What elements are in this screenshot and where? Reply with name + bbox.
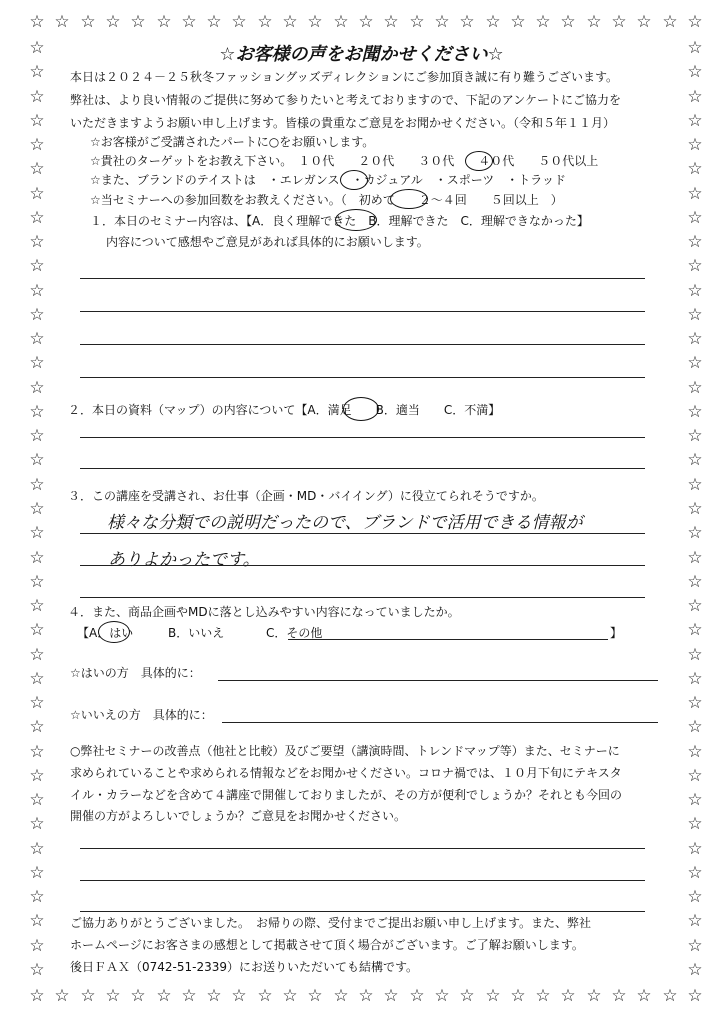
- border-star-icon: ☆: [687, 475, 703, 495]
- border-star-icon: ☆: [29, 766, 45, 786]
- border-star-icon: ☆: [29, 329, 45, 349]
- q1-instruction: 内容について感想やご意見があれば具体的にお願いします。: [106, 235, 429, 249]
- border-star-icon: ☆: [130, 12, 146, 32]
- border-star-icon: ☆: [29, 523, 45, 543]
- answer-line: [80, 848, 645, 849]
- answer-line: [80, 437, 645, 438]
- border-star-icon: ☆: [206, 986, 222, 1006]
- no-specify-label: ☆いいえの方 具体的に：: [70, 708, 213, 722]
- border-star-icon: ☆: [687, 256, 703, 276]
- border-star-icon: ☆: [687, 645, 703, 665]
- border-star-icon: ☆: [29, 87, 45, 107]
- selected-q2-a-mark: [343, 397, 379, 421]
- border-star-icon: ☆: [687, 839, 703, 859]
- border-star-icon: ☆: [333, 12, 349, 32]
- q4-option-c: C．その他: [266, 626, 323, 640]
- border-star-icon: ☆: [29, 208, 45, 228]
- border-star-icon: ☆: [29, 572, 45, 592]
- border-star-icon: ☆: [434, 12, 450, 32]
- border-star-icon: ☆: [510, 986, 526, 1006]
- border-star-icon: ☆: [231, 986, 247, 1006]
- border-star-icon: ☆: [687, 986, 703, 1006]
- border-star-icon: ☆: [29, 12, 45, 32]
- footer-line-1: ご協力ありがとうございました。 お帰りの際、受付までご提出お願い申し上げます。また、弊社: [70, 916, 592, 930]
- border-star-icon: ☆: [29, 742, 45, 762]
- border-star-icon: ☆: [459, 12, 475, 32]
- border-star-icon: ☆: [687, 135, 703, 155]
- border-star-icon: ☆: [257, 986, 273, 1006]
- border-star-icon: ☆: [181, 986, 197, 1006]
- border-star-icon: ☆: [687, 814, 703, 834]
- border-star-icon: ☆: [687, 402, 703, 422]
- border-star-icon: ☆: [687, 936, 703, 956]
- border-star-icon: ☆: [54, 12, 70, 32]
- border-star-icon: ☆: [29, 887, 45, 907]
- border-star-icon: ☆: [29, 135, 45, 155]
- border-star-icon: ☆: [687, 523, 703, 543]
- border-star-icon: ☆: [434, 986, 450, 1006]
- border-star-icon: ☆: [687, 111, 703, 131]
- answer-line: [80, 533, 645, 534]
- border-star-icon: ☆: [29, 232, 45, 252]
- border-star-icon: ☆: [662, 986, 678, 1006]
- q4-close-bracket: 】: [610, 626, 623, 640]
- border-star-icon: ☆: [383, 12, 399, 32]
- border-star-icon: ☆: [560, 986, 576, 1006]
- border-star-icon: ☆: [687, 620, 703, 640]
- border-star-icon: ☆: [282, 986, 298, 1006]
- border-star-icon: ☆: [307, 986, 323, 1006]
- no-specify-line: [222, 722, 658, 723]
- border-star-icon: ☆: [29, 450, 45, 470]
- border-star-icon: ☆: [29, 936, 45, 956]
- answer-line: [80, 377, 645, 378]
- border-star-icon: ☆: [687, 426, 703, 446]
- q4-option-b: B．いいえ: [168, 626, 225, 640]
- border-star-icon: ☆: [687, 184, 703, 204]
- border-star-icon: ☆: [358, 12, 374, 32]
- border-star-icon: ☆: [29, 620, 45, 640]
- border-star-icon: ☆: [130, 986, 146, 1006]
- border-star-icon: ☆: [181, 12, 197, 32]
- border-star-icon: ☆: [29, 475, 45, 495]
- q4-question: ４．また、商品企画やMDに落とし込みやすい内容になっていましたか。: [68, 605, 460, 619]
- border-star-icon: ☆: [687, 669, 703, 689]
- border-star-icon: ☆: [29, 159, 45, 179]
- border-star-icon: ☆: [156, 12, 172, 32]
- border-star-icon: ☆: [29, 378, 45, 398]
- border-star-icon: ☆: [29, 960, 45, 980]
- border-star-icon: ☆: [687, 208, 703, 228]
- border-star-icon: ☆: [687, 62, 703, 82]
- border-star-icon: ☆: [485, 986, 501, 1006]
- border-star-icon: ☆: [687, 305, 703, 325]
- q4-other-line: [288, 639, 608, 640]
- answer-line: [80, 278, 645, 279]
- border-star-icon: ☆: [257, 12, 273, 32]
- q3-question: ３．この講座を受講され、お仕事（企画・MD・バイイング）に役立てられそうですか。: [68, 489, 544, 503]
- border-star-icon: ☆: [510, 12, 526, 32]
- border-star-icon: ☆: [586, 986, 602, 1006]
- border-star-icon: ☆: [687, 232, 703, 252]
- border-star-icon: ☆: [687, 450, 703, 470]
- border-star-icon: ☆: [687, 790, 703, 810]
- footer-line-3: 後日ＦＡＸ（0742-51-2339）にお送りいただいても結構です。: [70, 960, 419, 974]
- border-star-icon: ☆: [29, 814, 45, 834]
- border-star-icon: ☆: [459, 986, 475, 1006]
- border-star-icon: ☆: [687, 378, 703, 398]
- selected-q4-a-mark: [98, 621, 130, 643]
- header-item-taste: ☆また、ブランドのテイストは ・エレガンス ・カジュアル ・スポーツ ・トラッド: [90, 173, 567, 187]
- border-star-icon: ☆: [29, 986, 45, 1006]
- selected-first-time-mark: [390, 189, 428, 209]
- border-star-icon: ☆: [29, 911, 45, 931]
- selected-elegance-mark: [340, 170, 368, 190]
- border-star-icon: ☆: [636, 12, 652, 32]
- border-star-icon: ☆: [687, 960, 703, 980]
- header-item-part: ☆お客様がご受講されたパートに○をお願いします。: [90, 135, 375, 149]
- border-star-icon: ☆: [307, 12, 323, 32]
- border-star-icon: ☆: [485, 12, 501, 32]
- border-star-icon: ☆: [29, 863, 45, 883]
- border-star-icon: ☆: [156, 986, 172, 1006]
- selected-30s-mark: [465, 151, 493, 171]
- answer-line: [80, 597, 645, 598]
- border-star-icon: ☆: [662, 12, 678, 32]
- border-star-icon: ☆: [687, 329, 703, 349]
- answer-line: [80, 344, 645, 345]
- answer-line: [80, 911, 645, 912]
- answer-line: [80, 311, 645, 312]
- border-star-icon: ☆: [231, 12, 247, 32]
- border-star-icon: ☆: [687, 717, 703, 737]
- footer-line-2: ホームページにお客さまの感想として掲載させて頂く場合がございます。ご了解お願いします。: [70, 938, 584, 952]
- intro-line-2: 弊社は、より良い情報のご提供に努めて参りたいと考えておりますので、下記のアンケートにご協力を: [70, 93, 622, 107]
- answer-line: [80, 468, 645, 469]
- border-star-icon: ☆: [687, 281, 703, 301]
- border-star-icon: ☆: [29, 693, 45, 713]
- border-star-icon: ☆: [687, 766, 703, 786]
- border-star-icon: ☆: [206, 12, 222, 32]
- border-star-icon: ☆: [687, 572, 703, 592]
- answer-line: [80, 565, 645, 566]
- q4-option-a: 【A．はい: [77, 626, 134, 640]
- answer-line: [80, 880, 645, 881]
- improvement-line-1: ○弊社セミナーの改善点（他社と比較）及びご要望（講演時間、トレンドマップ等）また、セミナーに: [70, 744, 620, 758]
- header-item-target: ☆貴社のターゲットをお教え下さい。 １０代 ２０代 ３０代 ４０代 ５０代以上: [90, 154, 599, 168]
- border-star-icon: ☆: [29, 548, 45, 568]
- border-star-icon: ☆: [105, 986, 121, 1006]
- border-star-icon: ☆: [29, 645, 45, 665]
- border-star-icon: ☆: [105, 12, 121, 32]
- border-star-icon: ☆: [29, 596, 45, 616]
- border-star-icon: ☆: [687, 548, 703, 568]
- border-star-icon: ☆: [687, 499, 703, 519]
- border-star-icon: ☆: [29, 790, 45, 810]
- border-star-icon: ☆: [687, 353, 703, 373]
- border-star-icon: ☆: [358, 986, 374, 1006]
- selected-q1-a-mark: [335, 209, 377, 231]
- border-star-icon: ☆: [29, 62, 45, 82]
- border-star-icon: ☆: [636, 986, 652, 1006]
- border-star-icon: ☆: [29, 281, 45, 301]
- q1-question: １．本日のセミナー内容は、【A．良く理解できた B．理解できた C．理解できなかった】: [90, 214, 589, 228]
- border-star-icon: ☆: [29, 184, 45, 204]
- border-star-icon: ☆: [687, 693, 703, 713]
- border-star-icon: ☆: [687, 12, 703, 32]
- border-star-icon: ☆: [383, 986, 399, 1006]
- improvement-line-4: 開催の方がよろしいでしょうか？ご意見をお聞かせください。: [70, 809, 407, 823]
- border-star-icon: ☆: [560, 12, 576, 32]
- border-star-icon: ☆: [29, 111, 45, 131]
- header-item-attendance: ☆当セミナーへの参加回数をお教えください。（ 初めて ２～４回 ５回以上 ）: [90, 193, 563, 207]
- border-star-icon: ☆: [535, 12, 551, 32]
- border-star-icon: ☆: [535, 986, 551, 1006]
- page-title: ☆お客様の声をお聞かせください☆: [219, 44, 504, 65]
- border-star-icon: ☆: [687, 863, 703, 883]
- border-star-icon: ☆: [80, 12, 96, 32]
- improvement-line-2: 求められていることや求められる情報などをお聞かせください。コロナ禍では、１０月下旬にテキスタ: [70, 766, 622, 780]
- border-star-icon: ☆: [687, 596, 703, 616]
- border-star-icon: ☆: [687, 159, 703, 179]
- border-star-icon: ☆: [29, 305, 45, 325]
- border-star-icon: ☆: [687, 38, 703, 58]
- improvement-line-3: イル・カラーなどを含めて４講座で開催しておりましたが、その方が便利でしょうか？それとも今回の: [70, 788, 623, 802]
- border-star-icon: ☆: [409, 12, 425, 32]
- q3-handwritten-answer-2: ありよかったです。: [108, 550, 260, 570]
- border-star-icon: ☆: [29, 839, 45, 859]
- border-star-icon: ☆: [687, 87, 703, 107]
- border-star-icon: ☆: [611, 12, 627, 32]
- border-star-icon: ☆: [333, 986, 349, 1006]
- border-star-icon: ☆: [687, 742, 703, 762]
- border-star-icon: ☆: [80, 986, 96, 1006]
- border-star-icon: ☆: [586, 12, 602, 32]
- border-star-icon: ☆: [282, 12, 298, 32]
- border-star-icon: ☆: [29, 669, 45, 689]
- border-star-icon: ☆: [687, 887, 703, 907]
- border-star-icon: ☆: [687, 911, 703, 931]
- intro-line-1: 本日は２０２４－２５秋冬ファッショングッズディレクションにご参加頂き誠に有り難うございます。: [70, 70, 619, 84]
- q2-question: ２．本日の資料（マップ）の内容について【A．満足 B．適当 C．不満】: [68, 403, 501, 417]
- border-star-icon: ☆: [611, 986, 627, 1006]
- q3-handwritten-answer-1: 様々な分類での説明だったので、ブランドで活用できる情報が: [107, 513, 583, 533]
- yes-specify-label: ☆はいの方 具体的に：: [70, 666, 201, 680]
- border-star-icon: ☆: [29, 402, 45, 422]
- border-star-icon: ☆: [409, 986, 425, 1006]
- border-star-icon: ☆: [29, 38, 45, 58]
- border-star-icon: ☆: [29, 426, 45, 446]
- border-star-icon: ☆: [54, 986, 70, 1006]
- intro-line-3: いただきますようお願い申し上げます。皆様の貴重なご意見をお聞かせください。（令和５年１１月）: [70, 116, 616, 130]
- border-star-icon: ☆: [29, 353, 45, 373]
- border-star-icon: ☆: [29, 717, 45, 737]
- yes-specify-line: [218, 680, 658, 681]
- border-star-icon: ☆: [29, 256, 45, 276]
- border-star-icon: ☆: [29, 499, 45, 519]
